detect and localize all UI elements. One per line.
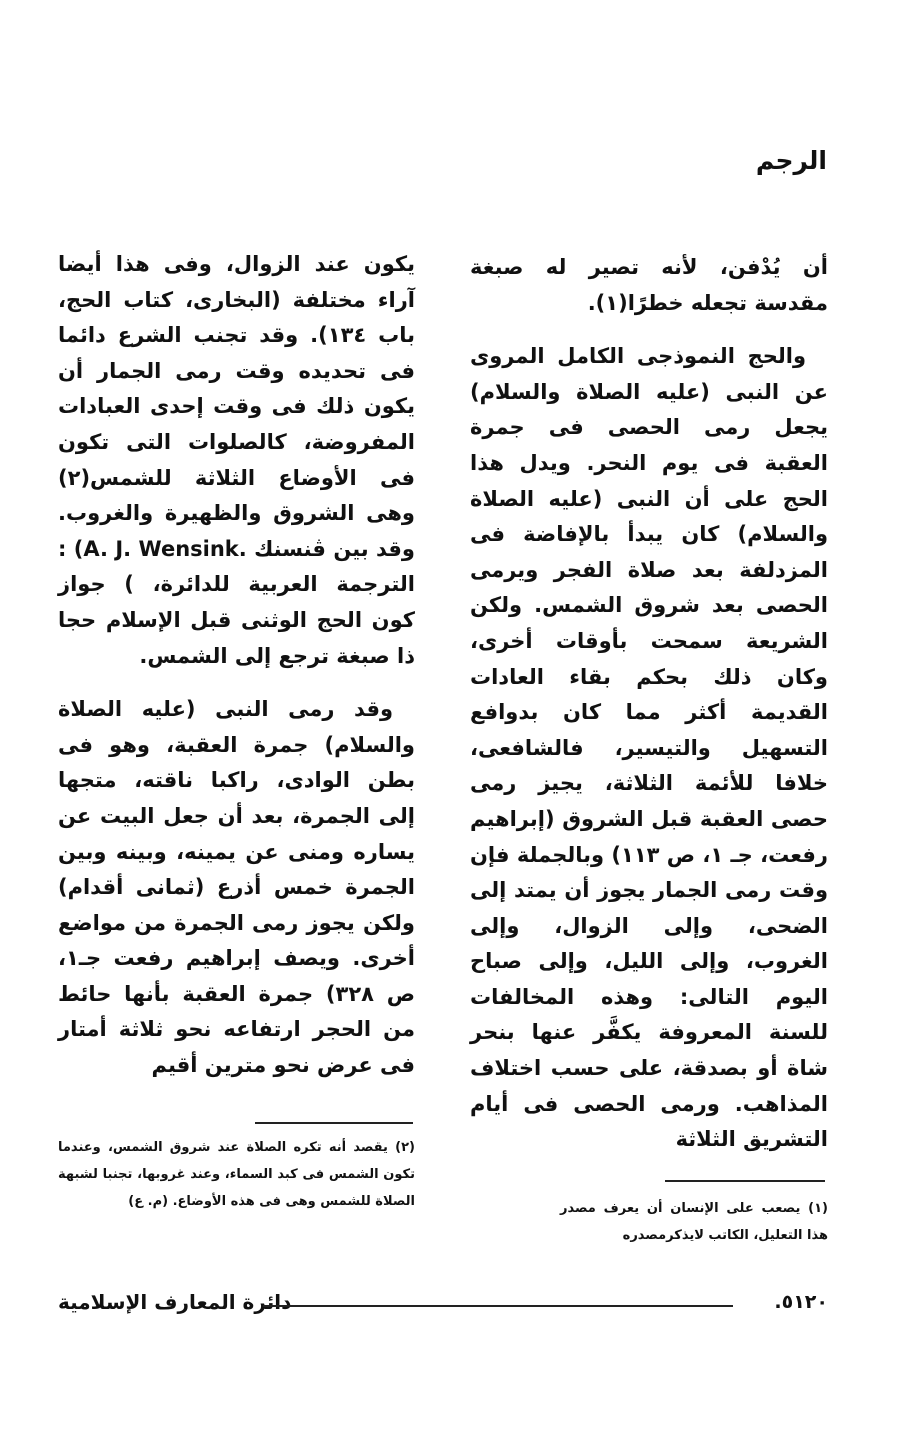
footnote-2: (٢) يقصد أنه تكره الصلاة عند شروق الشمس، وعندما تكون الشمس فى كبد السماء، وعند غروبها، تجنبا لشبهة الصلاة للشمس وهى فى هذه الأوضاع. (م. ع) xyxy=(58,1140,415,1209)
page-footer xyxy=(58,1290,828,1324)
page-number: ٥١٢٠. xyxy=(774,1291,828,1313)
text-column-left xyxy=(58,247,415,1084)
text-column-right xyxy=(470,250,828,1158)
footnote-divider xyxy=(665,1180,825,1182)
paragraph: يكون عند الزوال، وفى هذا أيضا آراء مختلفة (البخارى، كتاب الحج، باب ١٣٤). وقد تجنب الشرع دائما فى تحديده وقت رمى الجمار أن يكون ذلك فى وقت إحدى العبادات المفروضة، كالصلوات التى تكون فى الأوضاع الثلاثة للشمس(٢) وهى الشروق والظهيرة والغروب. وقد بين ڤنسنك .A. J. Wensink) : الترجمة العربية للدائرة، ) جواز كون الحج الوثنى قبل الإسلام حجا ذا صبغة ترجع إلى الشمس. xyxy=(58,252,416,668)
footer-divider xyxy=(263,1305,733,1307)
paragraph: أن يُدْفن، لأنه تصير له صبغة مقدسة تجعله خطرًا(١). xyxy=(470,255,828,315)
running-title: الرجم xyxy=(755,146,827,175)
paragraph: وقد رمى النبى (عليه الصلاة والسلام) جمرة العقبة، وهو فى بطن الوادى، راكبا ناقته، متجها إلى الجمرة، بعد أن جعل البيت عن يساره ومنى عن يمينه، وبينه وبين الجمرة خمس أذرع (ثمانى أقدام) ولكن يجوز رمى الجمرة من مواضع أخرى. ويصف إبراهيم رفعت جـ١، ص ٣٢٨) جمرة العقبة بأنها حائط من الحجر ارتفاعه نحو ثلاثة أمتار فى عرض نحو مترين أقيم xyxy=(58,697,416,1078)
journal-title: دائرة المعارف الإسلامية xyxy=(58,1290,292,1314)
footnote-divider xyxy=(255,1122,413,1124)
footnote-1: (١) يصعب على الإنسان أن يعرف مصدر هذا التعليل، الكاتب لايذكرمصدره xyxy=(560,1201,828,1243)
paragraph: والحج النموذجى الكامل المروى عن النبى (عليه الصلاة والسلام) يجعل رمى الحصى فى جمرة العقبة فى يوم النحر. ويدل هذا الحج على أن النبى (عليه الصلاة والسلام) كان يبدأ بالإفاضة فى المزدلفة بعد صلاة الفجر ويرمى الحصى بعد شروق الشمس. ولكن الشريعة سمحت بأوقات أخرى، وكان ذلك بحكم بقاء العادات القديمة أكثر مما كان بدوافع التسهيل والتيسير، فالشافعى، خلافا للأئمة الثلاثة، يجيز رمى حصى العقبة قبل الشروق (إبراهيم رفعت، جـ ١، ص ١١٣) وبالجملة فإن وقت رمى الجمار يجوز أن يمتد إلى الضحى، وإلى الزوال، وإلى الغروب، وإلى الليل، وإلى صباح اليوم التالى: وهذه المخالفات للسنة المعروفة يكفَّر عنها بنحر شاة أو بصدقة، على حسب اختلاف المذاهب. ورمى الحصى فى أيام التشريق الثلاثة xyxy=(470,344,828,1152)
